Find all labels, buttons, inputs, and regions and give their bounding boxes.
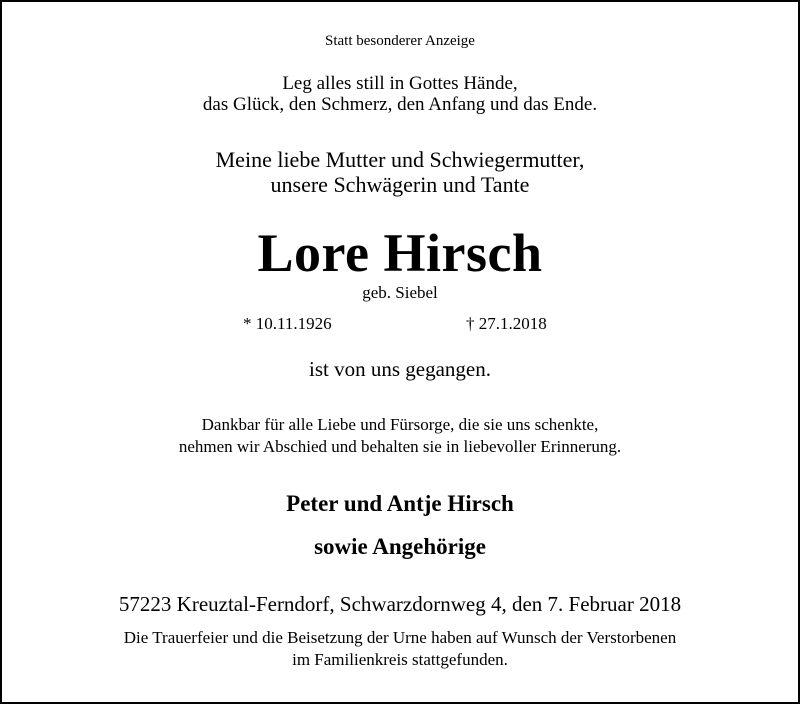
deceased-name: Lore Hirsch bbox=[257, 223, 543, 283]
mourners-line-1: Peter und Antje Hirsch bbox=[286, 491, 514, 516]
maiden-name: geb. Siebel bbox=[362, 283, 438, 302]
funeral-note-line-1: Die Trauerfeier und die Beisetzung der Urne haben auf Wunsch der Verstorbenen bbox=[123, 628, 677, 647]
verse-line-2: das Glück, den Schmerz, den Anfang und das Ende. bbox=[202, 94, 598, 115]
verse-line-1: Leg alles still in Gottes Hände, bbox=[282, 73, 518, 94]
mourners-line-2: sowie Angehörige bbox=[314, 534, 486, 559]
header-note: Statt besonderer Anzeige bbox=[325, 33, 475, 49]
birth-date: * 10.11.1926 bbox=[243, 314, 332, 333]
passed-text: ist von uns gegangen. bbox=[309, 357, 491, 381]
thanks-line-1: Dankbar für alle Liebe und Fürsorge, die sie uns schenkte, bbox=[201, 415, 599, 434]
funeral-note-line-2: im Familienkreis stattgefunden. bbox=[292, 650, 508, 669]
thanks-line-2: nehmen wir Abschied und behalten sie in liebevoller Erinnerung. bbox=[178, 437, 622, 456]
intro-line-1: Meine liebe Mutter und Schwiegermutter, bbox=[215, 147, 585, 172]
intro-line-2: unsere Schwägerin und Tante bbox=[270, 172, 530, 197]
death-date: † 27.1.2018 bbox=[466, 314, 547, 333]
place-date: 57223 Kreuztal-Ferndorf, Schwarzdornweg 4, den 7. Februar 2018 bbox=[118, 592, 682, 616]
